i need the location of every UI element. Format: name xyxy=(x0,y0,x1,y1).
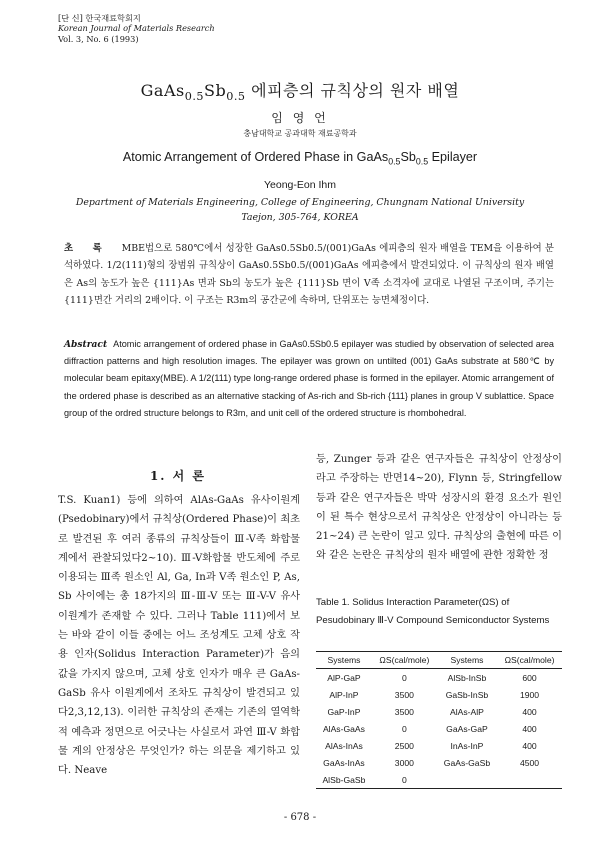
table-header-row xyxy=(316,652,562,669)
title-en-sub1: 0.5 xyxy=(388,156,401,167)
table-row xyxy=(316,737,562,754)
paper-title-english xyxy=(0,150,600,167)
table-cell: GaP-InP xyxy=(327,706,361,717)
title-mid: Sb xyxy=(204,81,227,100)
author-korean: 임 영 언 xyxy=(271,111,329,125)
affiliation-english-line2: Taejon, 305-764, KOREA xyxy=(241,212,359,223)
title-post: 에피층의 규칙상의 원자 배열 xyxy=(245,81,460,100)
author-english: Yeong-Eon Ihm xyxy=(264,179,336,191)
abstract-korean-text: MBE법으로 580℃에서 성장한 GaAs0.5Sb0.5/(001)GaAs 에피층의 원자 배열을 TEM을 이용하여 분석하였다. 1/2(111)형의 장범위 규칙상이 GaAs0.5Sb0.5/(001)GaAs 에피층에서 발견되었다. 이 규칙상의 원자 배열은 As의 농도가 높은 {111}As 면과 Sb의 농도가 높은 {111}Sb 면이 V족 소격자에 교대로 나열된 구조이며, 주기는 {111}면간 거리의 2배이다. 이 구조는 R3m의 공간군에 속하며, 단위포는 능면체정이다. xyxy=(64,243,554,307)
body-text-right-column: 등, Zunger 등과 같은 연구자들은 규칙상이 안정상이라고 주장하는 반면14~20), Flynn 등, Stringfellow 등과 같은 연구자들은 박막 성장시의 환경 요소가 원인이 된 특수 현상으로서 규칙상은 안정상이 아니라는 등21~24) 큰 논란이 일고 있다. 규칙상의 출현에 따른 이와 같은 논란은 규칙상의 원자 배열에 관한 정확한 정 xyxy=(316,454,562,562)
affiliation-english xyxy=(0,195,600,225)
abstract-english xyxy=(64,336,554,422)
table-row xyxy=(316,720,562,737)
table-row xyxy=(316,703,562,720)
title-pre: GaAs xyxy=(140,81,185,100)
title-en-post: Epilayer xyxy=(428,150,478,164)
table-cell: GaAs-GaSb xyxy=(443,757,491,768)
abstract-english-label: Abstract xyxy=(64,339,108,350)
table-cell: GaSb-InSb xyxy=(445,689,489,700)
table-cell: AlAs-AlP xyxy=(449,706,484,717)
table-cell: 0 xyxy=(372,771,437,789)
page-number: - 678 - xyxy=(283,812,317,823)
table-cell: 1900 xyxy=(519,689,540,700)
table-header-cell: ΩS(cal/mole) xyxy=(497,652,562,669)
table-header-cell: Systems xyxy=(437,652,497,669)
table-caption: Table 1. Solidus Interaction Parameter(ΩS) of Pesudobinary Ⅲ-V Compound Semiconductor Systems xyxy=(316,597,550,626)
table-cell: AlP-GaP xyxy=(327,672,361,683)
table-cell: 3500 xyxy=(394,706,414,717)
abstract-korean xyxy=(64,240,554,310)
table-cell: 4500 xyxy=(519,757,540,768)
journal-header-line2: Korean Journal of Materials Research xyxy=(58,23,215,34)
table-cell: AlAs-InAs xyxy=(325,740,363,751)
table-row xyxy=(316,754,562,771)
table-header-cell: ΩS(cal/mole) xyxy=(372,652,437,669)
abstract-korean-label: 초 록 xyxy=(64,243,110,254)
table-cell: GaAs-GaP xyxy=(446,723,488,734)
title-en-mid: Sb xyxy=(400,150,416,164)
affiliation-korean: 충남대학교 공과대학 재료공학과 xyxy=(243,129,357,138)
abstract-english-text: Atomic arrangement of ordered phase in GaAs0.5Sb0.5 epilayer was studied by observation of selected area diffraction patterns and high resolution images. The epilayer was grown on untilted (001) GaAs substrate at 580℃ by molecular beam epitaxy(MBE). A 1/2(111) type long-range ordered phase is formed in the epilayer. Atomic arrangement of the ordered phase is described as an alternative stacking of As-rich and Sb-rich {111} planes in group V sublattice. Space group of the ordred structure belongs to R3m, and unit cell of the ordered structure is rhombohedral. xyxy=(64,339,554,418)
journal-header-line1: [단 신] 한국재료학회지 xyxy=(58,13,141,23)
table-cell: GaAs-InAs xyxy=(323,757,365,768)
title-en-sub2: 0.5 xyxy=(415,156,429,167)
table-cell: 600 xyxy=(522,672,537,683)
section-heading: 1. 서 론 xyxy=(149,469,207,483)
paper-title-korean xyxy=(0,78,600,104)
table-cell: InAs-InP xyxy=(450,740,484,751)
table-cell: 2500 xyxy=(394,740,414,751)
table-cell: 3000 xyxy=(394,757,414,768)
table-cell: 3500 xyxy=(394,689,414,700)
table-cell: 400 xyxy=(522,706,537,717)
journal-header-line3: Vol. 3, No. 6 (1993) xyxy=(58,33,139,44)
table-row xyxy=(316,771,562,789)
table-cell: 400 xyxy=(522,723,537,734)
table-cell: 0 xyxy=(401,723,407,734)
table-cell: AlSb-GaSb xyxy=(316,771,372,789)
table-header-cell: Systems xyxy=(316,652,372,669)
table-cell: AlAs-GaAs xyxy=(322,723,365,734)
title-sub2: 0.5 xyxy=(226,90,246,104)
table-cell xyxy=(497,771,562,789)
affiliation-english-line1: Department of Materials Engineering, College of Engineering, Chungnam National University xyxy=(75,197,525,208)
table-cell: AlSb-InSb xyxy=(447,672,487,683)
title-en-pre: Atomic Arrangement of Ordered Phase in GaAs xyxy=(122,150,389,164)
body-text-left-column: T.S. Kuan1) 등에 의하여 AlAs-GaAs 유사이원계(Psedobinary)에서 규칙상(Ordered Phase)이 최초로 발견된 후 여러 종류의 규칙상들이 Ⅲ-V족 화합물 계에서 관찰되었다2~10). Ⅲ-V화합물 반도체에 주로 이용되는 Ⅲ족 원소인 Al, Ga, In과 V족 원소인 P, As, Sb 사이에는 총 18가지의 Ⅲ-Ⅲ-V 또는 Ⅲ-V-V 유사 이원계가 존재할 수 있다. 그러나 Table 111)에서 보는 바와 같이 이들 중에는 어느 조성계도 고체 상호 작용 인자(Solidus Interaction Parameter)가 음의 값을 가지지 않으며, 고체 상호 인자가 매우 큰 GaAs-GaSb 유사 이원계에서 조차도 규칙상이 발견되고 있다2,3,12,13). 이러한 규칙상의 존재는 기존의 열역학적 예측과 정면으로 어긋나는 사실로서 과연 Ⅲ-V 화합물 계의 안정상은 무엇인가? 하는 의문을 제기하고 있다. Neave xyxy=(58,495,300,777)
interaction-parameter-table xyxy=(316,651,562,789)
table-cell xyxy=(437,771,497,789)
table-cell: 400 xyxy=(522,740,537,751)
table-row xyxy=(316,686,562,703)
table-cell: AlP-InP xyxy=(329,689,359,700)
table-row xyxy=(316,669,562,687)
journal-header xyxy=(58,13,215,44)
table-cell: 0 xyxy=(401,672,407,683)
title-sub1: 0.5 xyxy=(184,90,205,104)
